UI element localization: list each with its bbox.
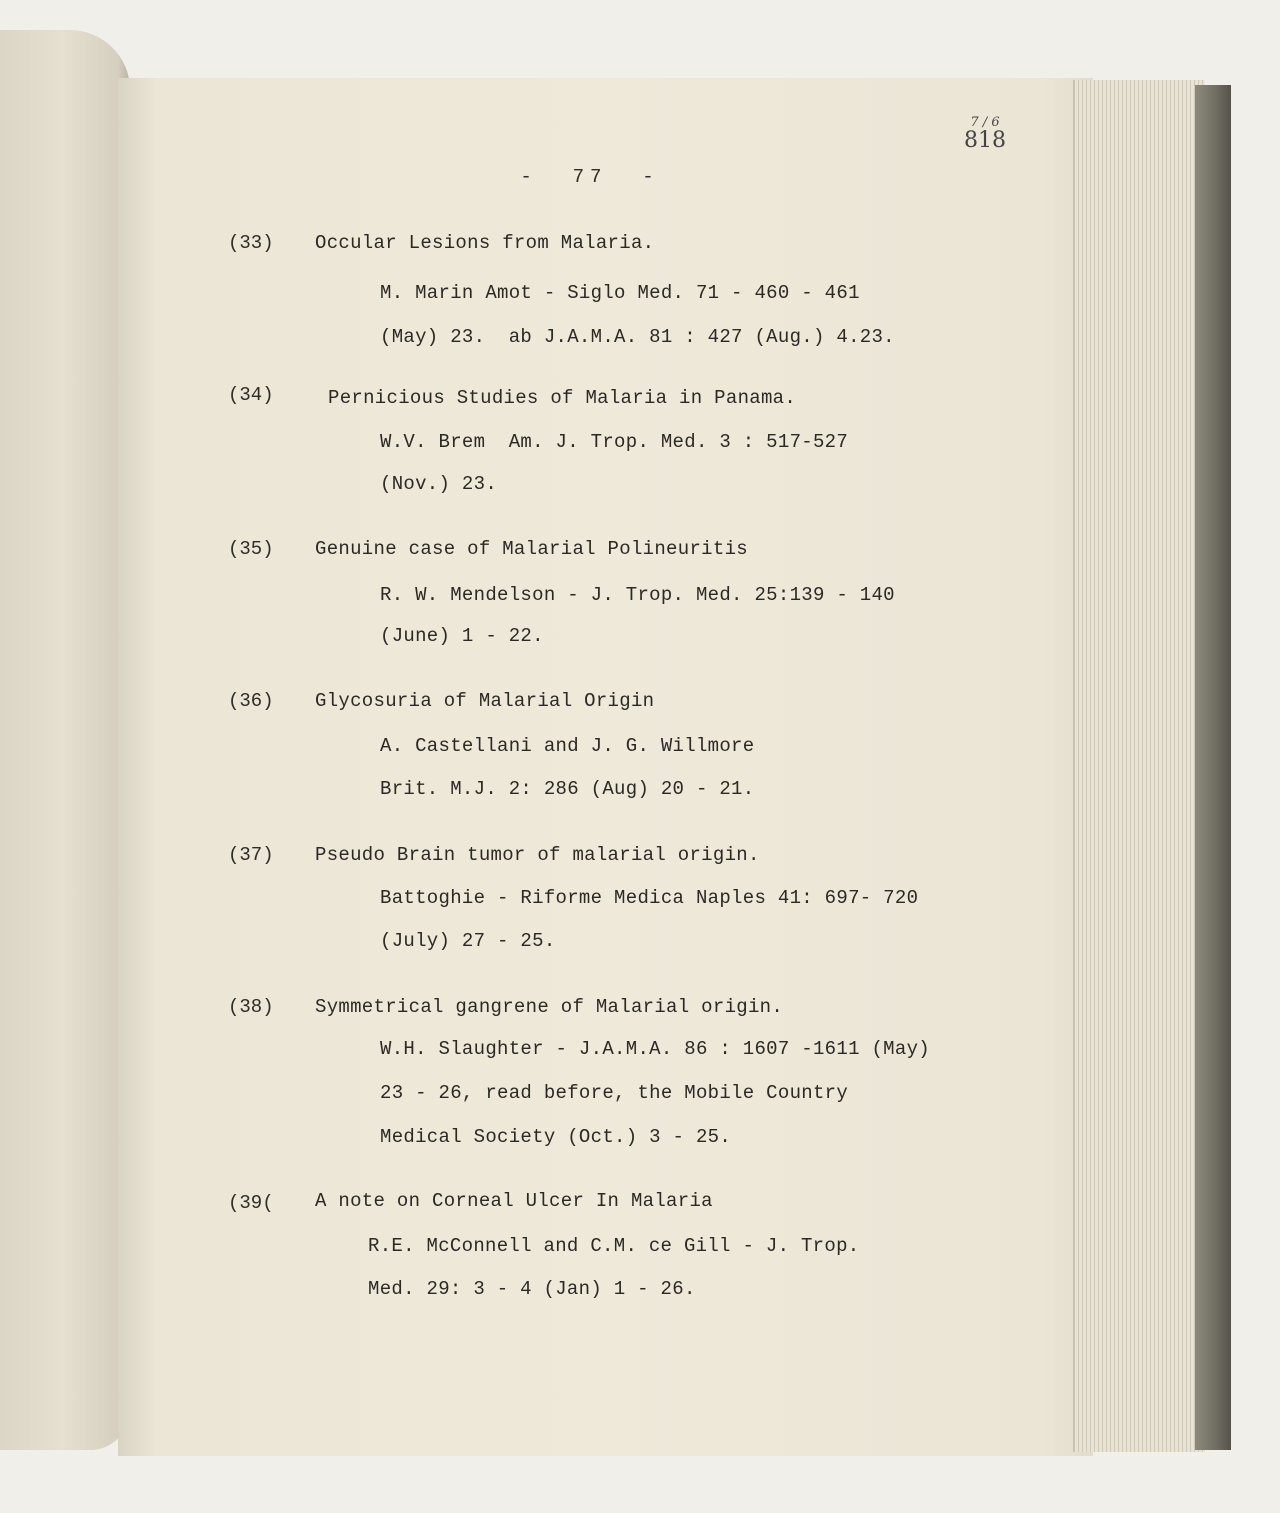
entry-line: Brit. M.J. 2: 286 (Aug) 20 - 21. [380,778,755,800]
entry-title: Symmetrical gangrene of Malarial origin. [315,996,784,1018]
page-edges [1073,80,1205,1452]
entry-line: (June) 1 - 22. [380,625,544,647]
entry-line: (Nov.) 23. [380,473,498,495]
book-spine [1195,85,1231,1450]
entry-line: Med. 29: 3 - 4 (Jan) 1 - 26. [368,1278,696,1300]
folio-number [955,115,1015,153]
page-number: - 77 - [520,166,660,188]
entry-title: Genuine case of Malarial Polineuritis [315,538,748,560]
entry-title: Pseudo Brain tumor of malarial origin. [315,844,760,866]
entry-line: (May) 23. ab J.A.M.A. 81 : 427 (Aug.) 4.23. [380,326,895,348]
entry-number: (33) [228,232,274,254]
entry-title: Pernicious Studies of Malaria in Panama. [328,387,797,409]
entry-number: (39( [228,1192,274,1214]
entry-number: (37) [228,844,274,866]
entry-number: (34) [228,384,274,406]
entry-line: 23 - 26, read before, the Mobile Country [380,1082,849,1104]
entry-line: Medical Society (Oct.) 3 - 25. [380,1126,732,1148]
entry-line: A. Castellani and J. G. Willmore [380,735,755,757]
entry-line: R. W. Mendelson - J. Trop. Med. 25:139 - 140 [380,584,895,606]
entry-title: A note on Corneal Ulcer In Malaria [315,1190,713,1212]
left-page [0,30,130,1450]
entry-number: (38) [228,996,274,1018]
entry-line: M. Marin Amot - Siglo Med. 71 - 460 - 461 [380,282,860,304]
folio-small: 7 / 6 [970,115,1000,130]
folio-big: 818 [964,128,1006,153]
entry-title: Occular Lesions from Malaria. [315,232,655,254]
entry-line: W.H. Slaughter - J.A.M.A. 86 : 1607 -1611 (May) [380,1038,930,1060]
entry-line: (July) 27 - 25. [380,930,556,952]
entry-number: (35) [228,538,274,560]
entry-line: Battoghie - Riforme Medica Naples 41: 697- 720 [380,887,919,909]
entry-line: W.V. Brem Am. J. Trop. Med. 3 : 517-527 [380,431,849,453]
entry-number: (36) [228,690,274,712]
entry-line: R.E. McConnell and C.M. ce Gill - J. Trop. [368,1235,860,1257]
entry-title: Glycosuria of Malarial Origin [315,690,655,712]
